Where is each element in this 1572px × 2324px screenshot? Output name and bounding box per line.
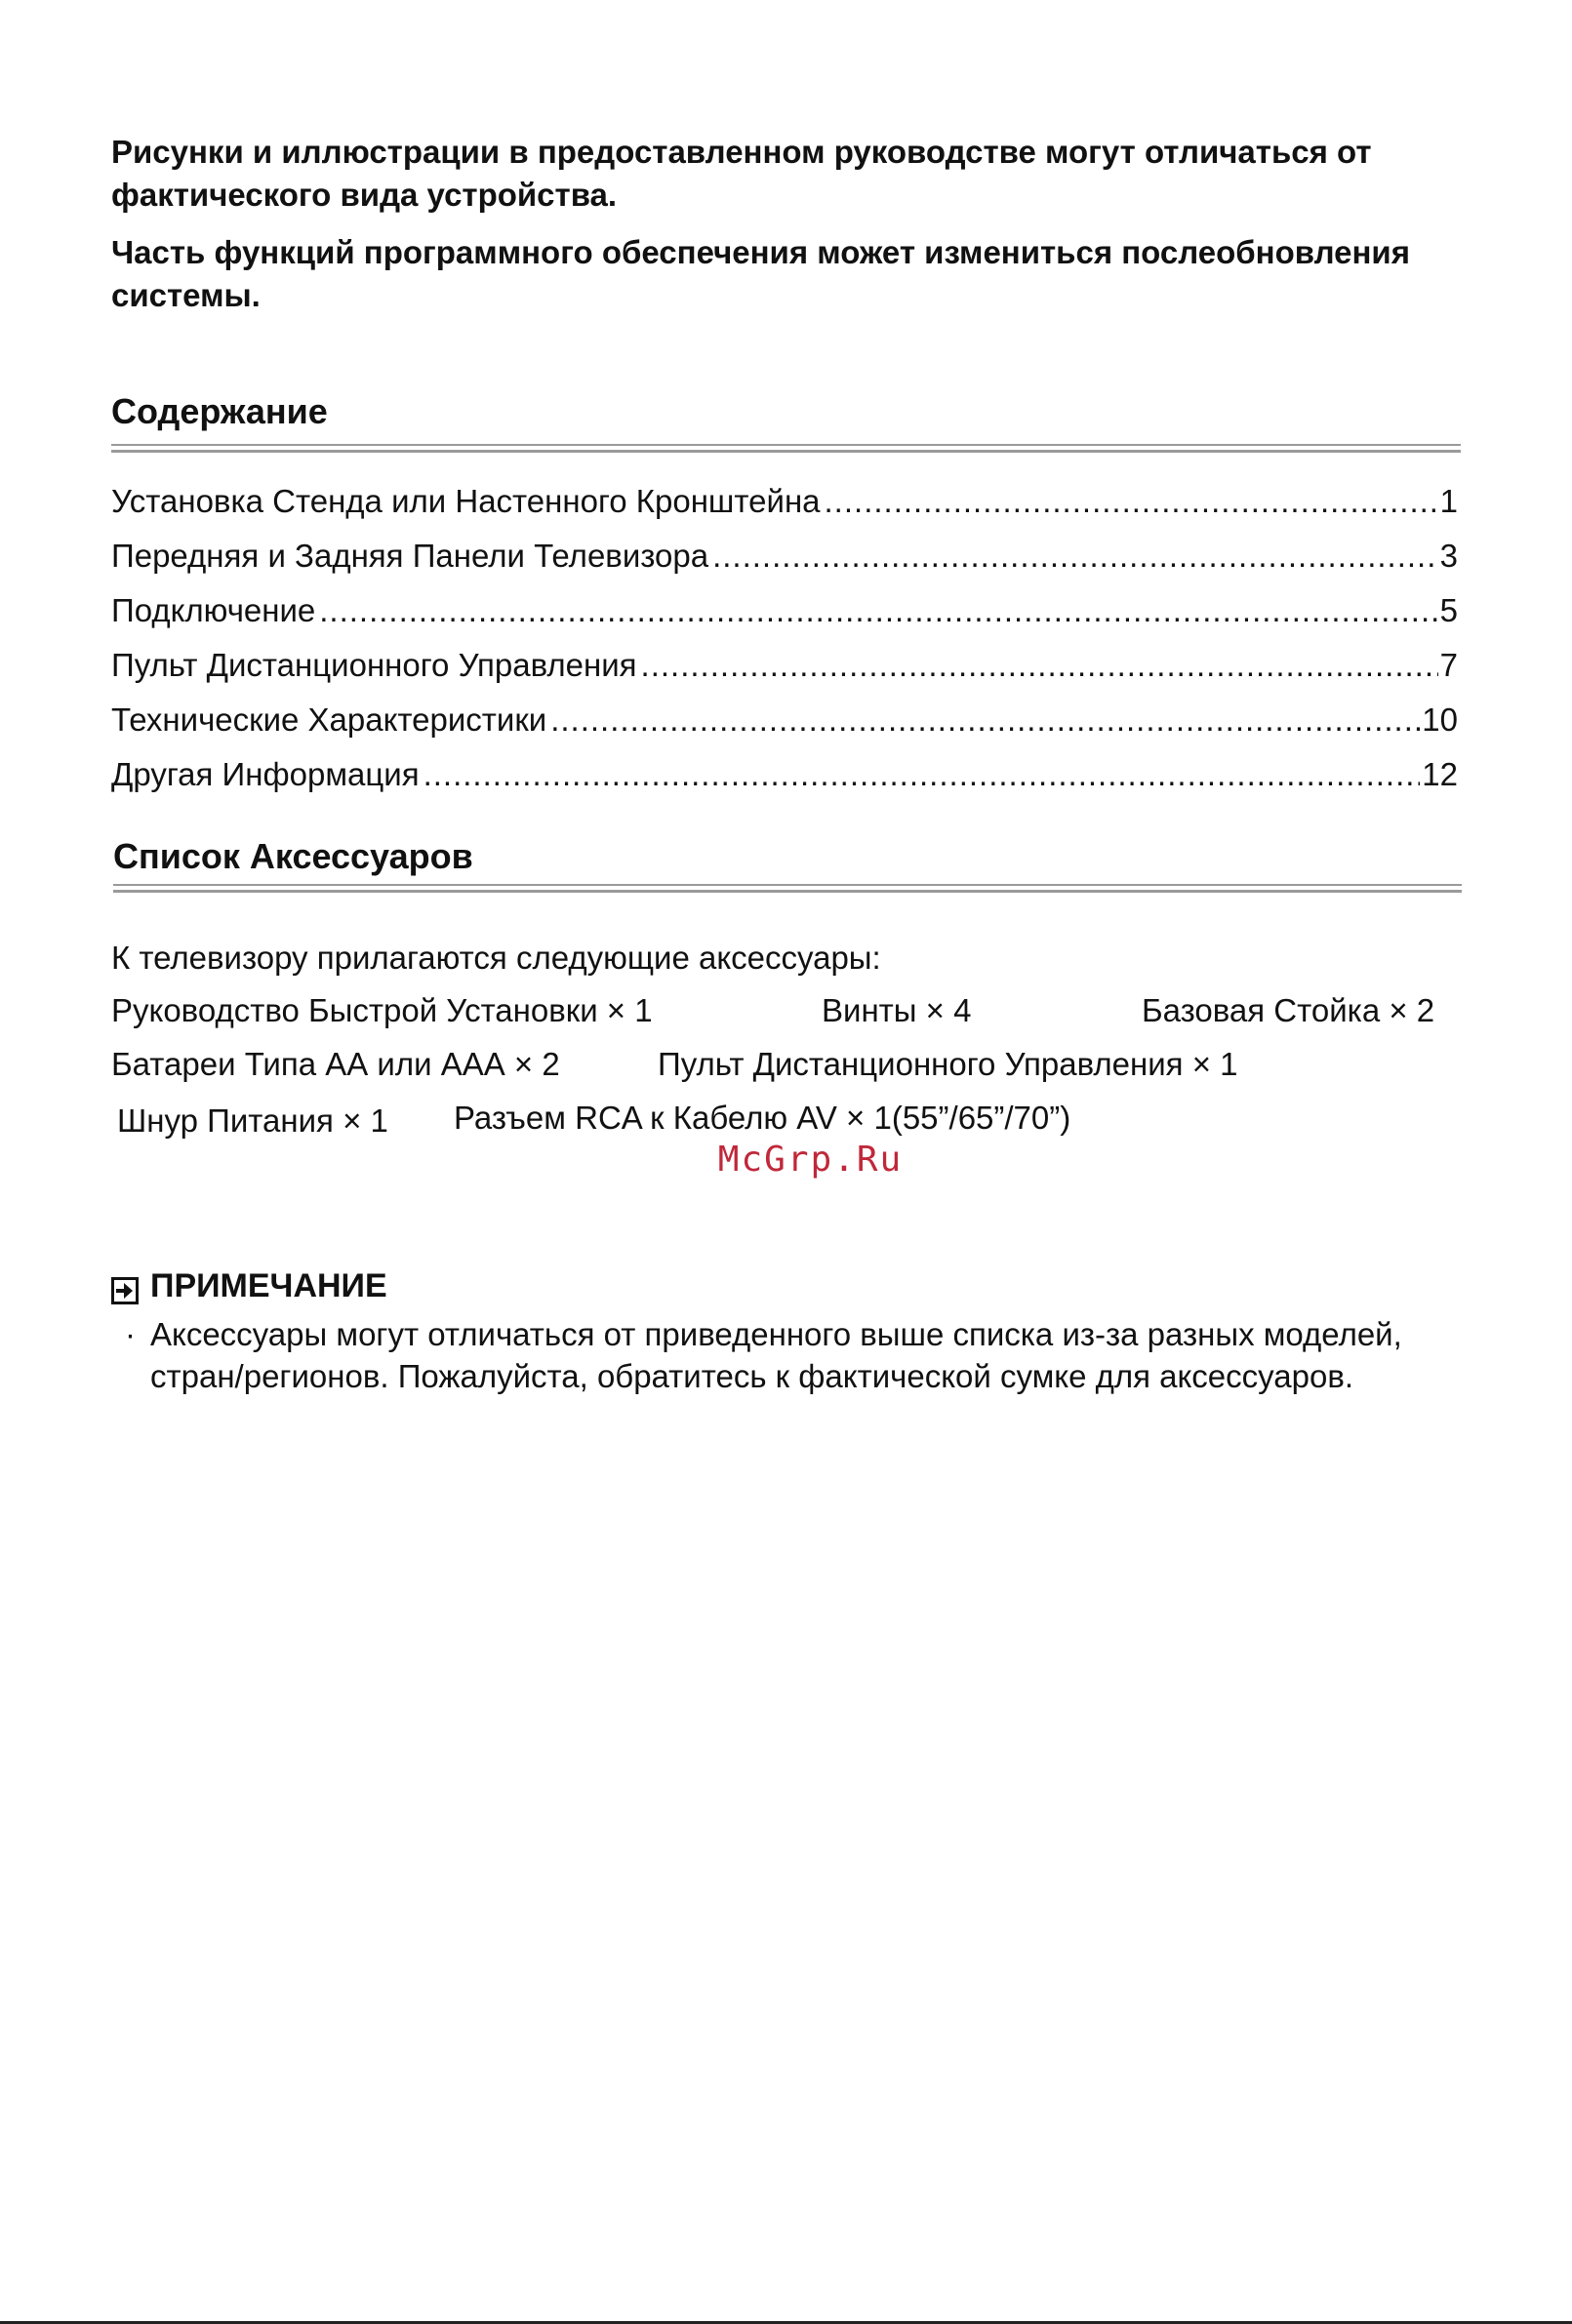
accessory-remote-control: Пульт Дистанционного Управления × 1 [658, 1046, 1238, 1082]
accessory-base-stand: Базовая Стойка × 2 [1142, 992, 1435, 1028]
toc-item-title: Пульт Дистанционного Управления [111, 647, 637, 683]
toc-item-title: Передняя и Задняя Панели Телевизора [111, 538, 709, 574]
toc-dot-leader [825, 480, 1438, 523]
note-arrow-icon [111, 1272, 139, 1300]
toc-page-number: 1 [1439, 483, 1458, 519]
note-text: Аксессуары могут отличаться от приведенного выше списка из-за разных моделей, стран/регионов. Пожалуйста, обратитесь к фактической сумке для аксессуаров. [150, 1316, 1402, 1394]
toc-page-number: 3 [1439, 538, 1458, 574]
toc-page-number: 12 [1422, 756, 1458, 792]
toc-item-other-information[interactable] [111, 753, 1458, 808]
toc-item-title: Технические Характеристики [111, 701, 547, 738]
toc-item-title: Другая Информация [111, 756, 420, 792]
accessory-rca-av-cable: Разъем RCA к Кабелю AV × 1(55”/65”/70”) [454, 1100, 1071, 1136]
note-body [125, 1313, 1452, 1397]
accessory-power-cord: Шнур Питания × 1 [117, 1102, 388, 1139]
toc-dot-leader [319, 589, 1437, 632]
toc-page-number: 7 [1439, 647, 1458, 683]
accessory-screws: Винты × 4 [822, 992, 972, 1028]
toc-dot-leader [550, 699, 1420, 741]
accessories-heading: Список Аксессуаров [113, 836, 473, 876]
contents-divider [111, 444, 1461, 453]
accessories-intro: К телевизору прилагаются следующие аксессуары: [111, 940, 881, 976]
accessory-batteries: Батареи Типа АА или ААА × 2 [111, 1046, 560, 1082]
watermark-text: McGrp.Ru [717, 1140, 904, 1180]
accessories-divider [113, 884, 1462, 893]
toc-item-specifications[interactable] [111, 699, 1458, 753]
toc-page-number: 5 [1439, 592, 1458, 628]
intro-paragraph-illustrations: Рисунки и иллюстрации в предоставленном руководстве могут отличаться от фактического вида устройства. [111, 134, 1372, 213]
contents-heading: Содержание [111, 391, 328, 431]
toc-item-remote-control[interactable] [111, 644, 1458, 699]
note-heading-label: ПРИМЕЧАНИЕ [150, 1267, 387, 1304]
toc-dot-leader [423, 753, 1421, 796]
toc-dot-leader [712, 535, 1438, 578]
intro-paragraph-software: Часть функций программного обеспечения может измениться послеобновления системы. [111, 234, 1410, 313]
toc-item-front-back-panels[interactable] [111, 535, 1458, 589]
toc-page-number: 10 [1422, 701, 1458, 738]
note-bullet: · [125, 1316, 136, 1352]
accessory-quick-guide: Руководство Быстрой Установки × 1 [111, 992, 653, 1028]
table-of-contents [111, 480, 1458, 808]
toc-item-connection[interactable] [111, 589, 1458, 644]
note-heading [111, 1264, 387, 1307]
toc-item-title: Установка Стенда или Настенного Кронштейна [111, 483, 821, 519]
toc-item-stand-installation[interactable] [111, 480, 1458, 535]
toc-item-title: Подключение [111, 592, 316, 628]
toc-dot-leader [641, 644, 1438, 687]
